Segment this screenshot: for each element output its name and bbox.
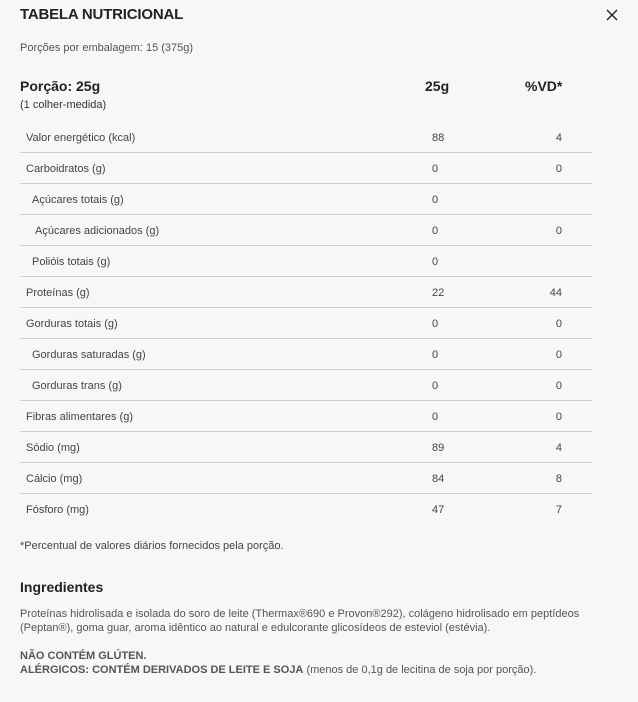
nutrient-amount: 88: [432, 132, 445, 144]
nutrient-vd: 0: [555, 318, 562, 330]
servings-per-package: Porções por embalagem: 15 (375g): [20, 42, 194, 54]
ingredients-text: Proteínas hidrolisada e isolada do soro de leite (Thermax®690 e Provon®292), colágeno hidrolisado em peptídeos (Peptan®), goma guar, aroma idêntico ao natural e edulcorante glicosídeos de esteviol (estévia).: [20, 608, 580, 634]
nutrition-row: [20, 246, 592, 277]
nutrient-name: Sódio (mg): [26, 442, 80, 454]
nutrition-row: [20, 339, 592, 370]
nutrient-amount: 0: [432, 349, 439, 361]
allergens-detail: (menos de 0,1g de lecitina de soja por porção).: [303, 664, 537, 676]
close-icon: [602, 5, 622, 25]
amount-column-header: 25g: [425, 78, 450, 94]
gluten-notice: NÃO CONTÉM GLÚTEN.: [20, 650, 147, 662]
footnote: *Percentual de valores diários fornecidos pela porção.: [20, 540, 284, 552]
nutrition-row: [20, 401, 592, 432]
nutrient-amount: 89: [432, 442, 445, 454]
nutrition-row: [20, 308, 592, 339]
nutrition-row: [20, 153, 592, 184]
nutrient-vd: 0: [555, 411, 562, 423]
nutrient-amount: 0: [432, 225, 439, 237]
nutrient-vd: 4: [555, 442, 562, 454]
nutrient-name: Açúcares totais (g): [32, 194, 124, 206]
nutrition-row: [20, 463, 592, 494]
nutrient-amount: 84: [432, 473, 445, 485]
nutrient-name: Gorduras totais (g): [26, 318, 118, 330]
nutrient-vd: 0: [555, 349, 562, 361]
allergens-bold: ALÉRGICOS: CONTÉM DERIVADOS DE LEITE E SOJA: [20, 664, 304, 676]
portion-header: [20, 78, 592, 116]
nutrient-amount: 0: [432, 256, 439, 268]
nutrition-row: [20, 494, 592, 525]
nutrition-row: [20, 215, 592, 246]
nutrient-name: Carboidratos (g): [26, 163, 106, 175]
ingredients-title: Ingredientes: [20, 579, 104, 595]
nutrition-row: [20, 370, 592, 401]
nutrient-vd: 8: [555, 473, 562, 485]
portion-subtitle: (1 colher-medida): [20, 99, 107, 111]
nutrition-row: [20, 432, 592, 463]
nutrient-name: Gorduras saturadas (g): [32, 349, 146, 361]
nutrient-vd: 0: [555, 163, 562, 175]
nutrient-vd: 0: [555, 225, 562, 237]
nutrient-name: Fibras alimentares (g): [26, 411, 133, 423]
allergens-notice: [20, 664, 536, 676]
nutrient-amount: 0: [432, 380, 439, 392]
vd-column-header: %VD*: [525, 78, 563, 94]
nutrient-amount: 0: [432, 411, 439, 423]
nutrition-row: [20, 277, 592, 308]
nutrient-name: Açúcares adicionados (g): [35, 225, 160, 237]
nutrition-row: [20, 122, 592, 153]
nutrient-name: Cálcio (mg): [26, 473, 83, 485]
nutrient-name: Polióis totais (g): [32, 256, 111, 268]
nutrient-amount: 47: [432, 504, 445, 516]
nutrient-name: Proteínas (g): [26, 287, 90, 299]
nutrient-name: Valor energético (kcal): [26, 132, 136, 144]
nutrient-vd: 7: [555, 504, 562, 516]
modal-title: TABELA NUTRICIONAL: [20, 6, 184, 23]
nutrient-name: Fósforo (mg): [26, 504, 89, 516]
nutrition-row: [20, 184, 592, 215]
close-button[interactable]: [602, 5, 622, 25]
portion-label: Porção: 25g: [20, 78, 101, 94]
nutrient-amount: 0: [432, 163, 439, 175]
nutrient-vd: 4: [555, 132, 562, 144]
nutrition-table: [20, 122, 592, 525]
nutrient-name: Gorduras trans (g): [32, 380, 122, 392]
nutrient-vd: 44: [549, 287, 562, 299]
nutrient-amount: 22: [432, 287, 445, 299]
nutrient-vd: 0: [555, 380, 562, 392]
nutrient-amount: 0: [432, 194, 439, 206]
nutrient-amount: 0: [432, 318, 439, 330]
